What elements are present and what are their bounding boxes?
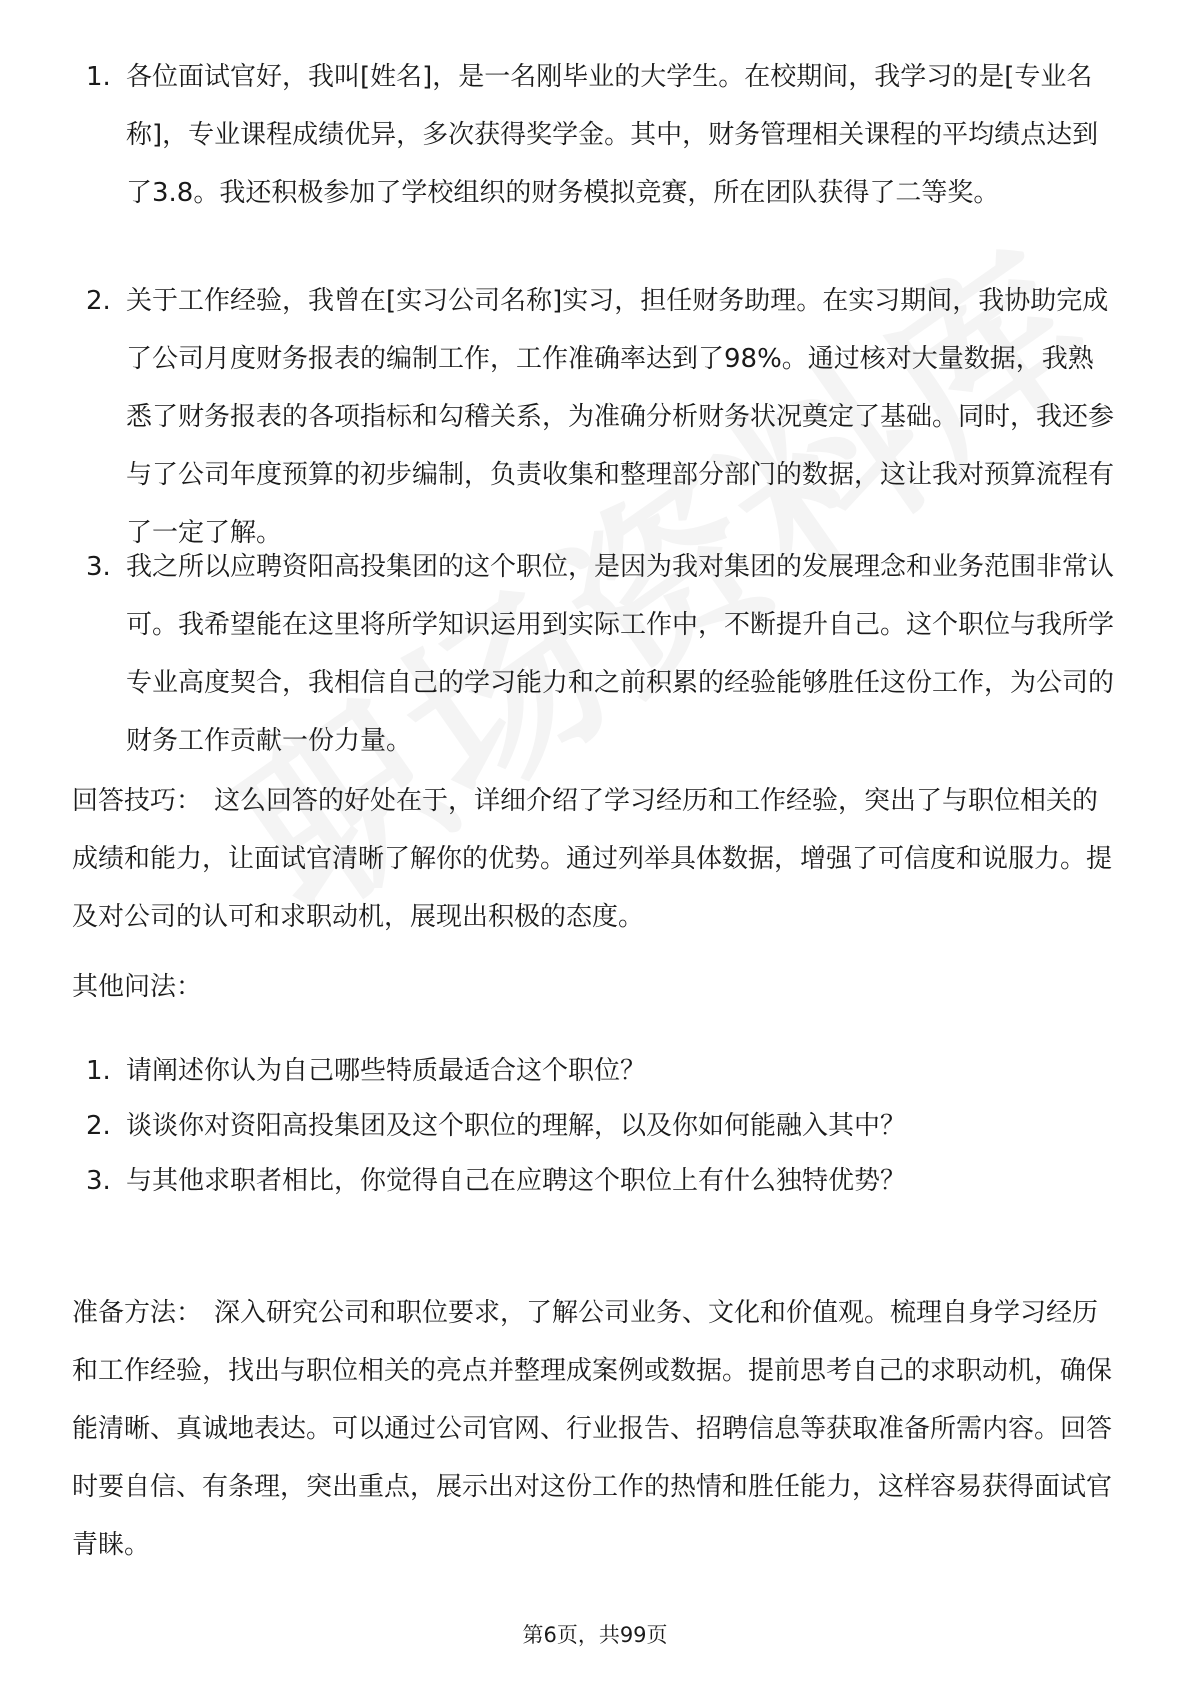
preparation-paragraph	[72, 1284, 1124, 1574]
page-footer: 第6页，共99页	[522, 1623, 668, 1647]
other-question-text: 与其他求职者相比，你觉得自己在应聘这个职位上有什么独特优势？	[126, 1166, 907, 1196]
answer-text: 各位面试官好，我叫[姓名]，是一名刚毕业的大学生。在校期间，我学习的是[专业名称]，专业课程成绩优异，多次获得奖学金。其中，财务管理相关课程的平均绩点达到了3.8。我还积极参加了学校组织的财务模拟竞赛，所在团队获得了二等奖。	[126, 62, 1099, 208]
other-question-item-3	[0, 1154, 1118, 1209]
tips-text: 这么回答的好处在于，详细介绍了学习经历和工作经验，突出了与职位相关的成绩和能力，让面试官清晰了解你的优势。通过列举具体数据，增强了可信度和说服力。提及对公司的认可和求职动机，展现出积极的态度。	[72, 786, 1113, 932]
list-number: 3.	[86, 1166, 111, 1196]
list-number: 2.	[86, 286, 111, 316]
answer-text: 我之所以应聘资阳高投集团的这个职位，是因为我对集团的发展理念和业务范围非常认可。我希望能在这里将所学知识运用到实际工作中，不断提升自己。这个职位与我所学专业高度契合，我相信自己的学习能力和之前积累的经验能够胜任这份工作，为公司的财务工作贡献一份力量。	[126, 552, 1115, 756]
other-question-text: 谈谈你对资阳高投集团及这个职位的理解，以及你如何能融入其中？	[126, 1111, 907, 1141]
preparation-label: 准备方法：	[72, 1298, 203, 1328]
other-question-text: 请阐述你认为自己哪些特质最适合这个职位？	[126, 1056, 647, 1086]
tips-label: 回答技巧：	[72, 786, 203, 816]
other-question-item-2	[0, 1099, 1118, 1154]
other-questions-list	[0, 1044, 1118, 1209]
other-questions-heading: 其他问法：	[72, 972, 203, 1002]
answer-text: 关于工作经验，我曾在[实习公司名称]实习，担任财务助理。在实习期间，我协助完成了公司月度财务报表的编制工作，工作准确率达到了98%。通过核对大量数据，我熟悉了财务报表的各项指标和勾稽关系，为准确分析财务状况奠定了基础。同时，我还参与了公司年度预算的初步编制，负责收集和整理部分部门的数据，这让我对预算流程有了一定了解。	[126, 286, 1115, 548]
answer-item-1	[0, 48, 1118, 272]
list-number: 1.	[86, 62, 111, 92]
list-number: 3.	[86, 552, 111, 582]
preparation-text: 深入研究公司和职位要求，了解公司业务、文化和价值观。梳理自身学习经历和工作经验，找出与职位相关的亮点并整理成案例或数据。提前思考自己的求职动机，确保能清晰、真诚地表达。可以通过公司官网、行业报告、招聘信息等获取准备所需内容。回答时要自信、有条理，突出重点，展示出对这份工作的热情和胜任能力，这样容易获得面试官青睐。	[72, 1298, 1113, 1560]
tips-paragraph	[72, 772, 1124, 946]
answer-list	[0, 48, 1118, 770]
answer-item-2	[0, 272, 1118, 548]
list-number: 2.	[86, 1111, 111, 1141]
list-number: 1.	[86, 1056, 111, 1086]
answer-item-3	[0, 538, 1118, 770]
other-question-item-1	[0, 1044, 1118, 1099]
